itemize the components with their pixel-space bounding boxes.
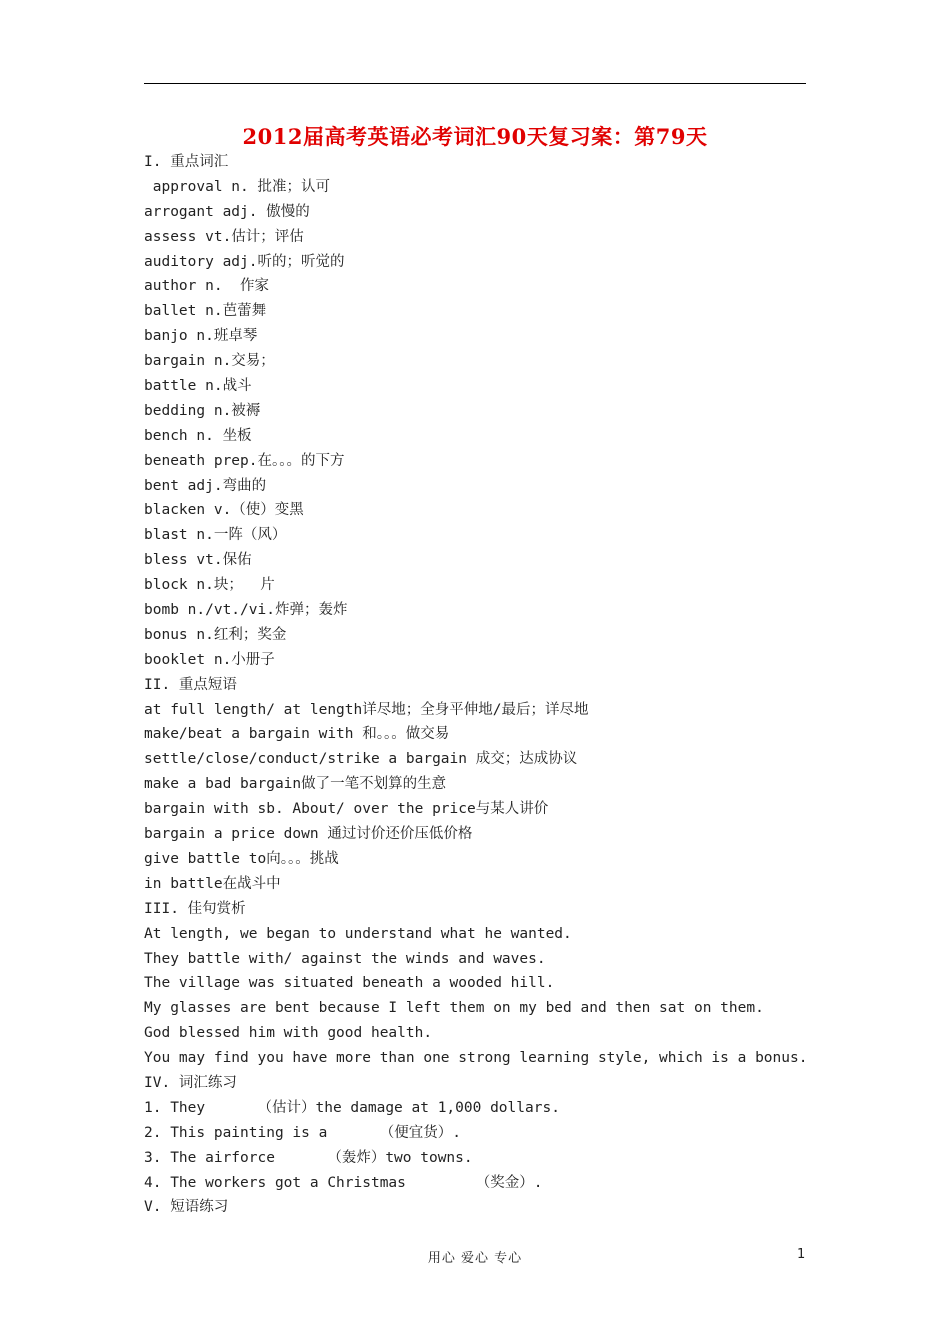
text-line: assess vt.估计；评估 — [144, 228, 304, 245]
text-line: bargain with sb. About/ over the price与某人讲价 — [144, 801, 549, 818]
page-footer: 用心 爱心 专心 — [427, 1251, 523, 1266]
text-line: V. 短语练习 — [144, 1199, 229, 1216]
text-line: beneath prep.在。。。的下方 — [144, 452, 345, 469]
text-line: banjo n.班卓琴 — [144, 328, 258, 345]
document-body — [144, 150, 824, 1220]
document-title: 2012届高考英语必考词汇90天复习案：第79天 — [242, 124, 708, 149]
text-line: in battle在战斗中 — [144, 875, 281, 892]
text-line: IV. 词汇练习 — [144, 1074, 237, 1091]
text-line: bargain n.交易； — [144, 353, 275, 370]
text-line: bedding n.被褥 — [144, 402, 261, 419]
text-line: bomb n./vt./vi.炸弹；轰炸 — [144, 602, 348, 619]
text-line: III. 佳句赏析 — [144, 900, 246, 917]
text-line: bless vt.保佑 — [144, 552, 252, 569]
text-line: bargain a price down 通过讨价还价压低价格 — [144, 826, 473, 843]
text-line: arrogant adj. 傲慢的 — [144, 203, 310, 220]
text-line: blast n.一阵（风） — [144, 527, 287, 544]
text-line: block n.块； 片 — [144, 577, 275, 594]
text-line: battle n.战斗 — [144, 378, 252, 395]
text-line: blacken v.（使）变黑 — [144, 502, 304, 519]
text-line: bent adj.弯曲的 — [144, 477, 267, 494]
text-line: ballet n.芭蕾舞 — [144, 303, 267, 320]
text-line: They battle with/ against the winds and waves. — [144, 950, 546, 967]
text-line: I. 重点词汇 — [144, 154, 229, 170]
text-line: at full length/ at length详尽地；全身平伸地/最后；详尽地 — [144, 701, 589, 718]
text-line: 1. They （估计）the damage at 1,000 dollars. — [144, 1099, 560, 1116]
text-line: The village was situated beneath a wooded hill. — [144, 975, 555, 992]
text-line: 4. The workers got a Christmas （奖金）. — [144, 1174, 543, 1191]
text-line: approval n. 批准；认可 — [144, 178, 330, 195]
text-line: II. 重点短语 — [144, 676, 237, 693]
text-line: At length, we began to understand what he wanted. — [144, 925, 572, 942]
page-number: 1 — [797, 1247, 806, 1262]
text-line: 2. This painting is a （便宜货）. — [144, 1124, 461, 1141]
text-line: You may find you have more than one strong learning style, which is a bonus. — [144, 1050, 808, 1067]
text-line: make/beat a bargain with 和。。。做交易 — [144, 726, 450, 743]
text-line: God blessed him with good health. — [144, 1025, 433, 1042]
text-line: author n. 作家 — [144, 278, 270, 295]
text-line: make a bad bargain做了一笔不划算的生意 — [144, 776, 447, 793]
text-line: auditory adj.听的；听觉的 — [144, 253, 345, 270]
text-line: settle/close/conduct/strike a bargain 成交；达成协议 — [144, 751, 578, 768]
text-line: 3. The airforce （轰炸）two towns. — [144, 1149, 473, 1166]
text-line: give battle to向。。。挑战 — [144, 850, 339, 867]
header-rule — [144, 83, 806, 84]
text-line: bonus n.红利；奖金 — [144, 626, 287, 643]
text-line: bench n. 坐板 — [144, 427, 252, 444]
text-line: My glasses are bent because I left them on my bed and then sat on them. — [144, 1000, 764, 1017]
text-line: booklet n.小册子 — [144, 651, 275, 668]
